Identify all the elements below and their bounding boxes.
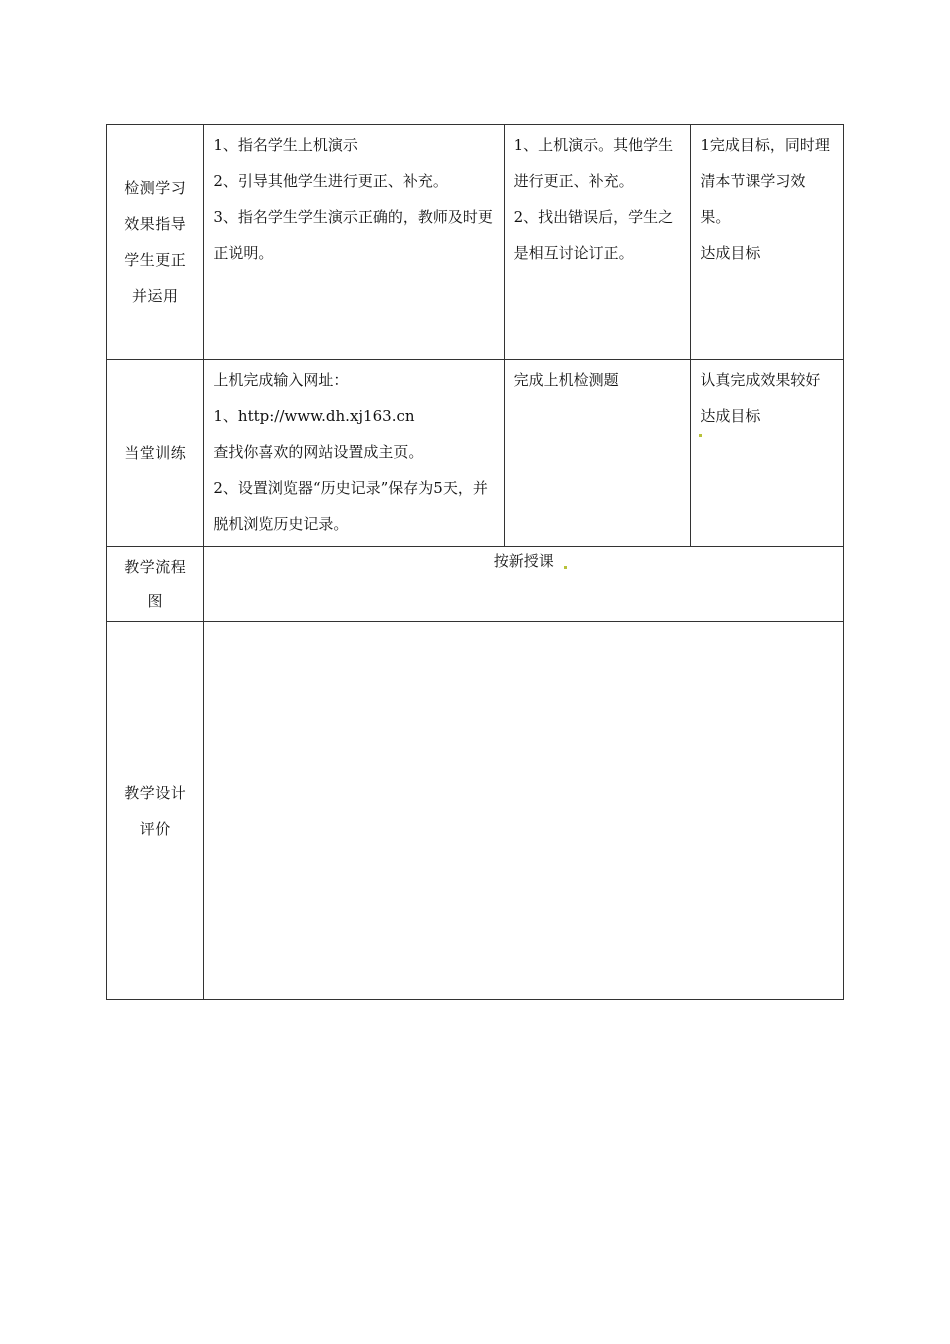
teacher-activity-line: 查找你喜欢的网站设置成主页。 [213,443,424,461]
teacher-activity-cell [204,125,504,360]
url-text: 1、http://www.dh.xj163.cn [213,407,415,425]
table-row [107,622,844,1000]
table-row [107,360,844,547]
row-label-cell [107,125,204,360]
goal-line: 1完成目标，同时理清本节课学习效果。 [700,136,830,226]
row-label: 检测学习效果指导学生更正并运用 [124,179,187,305]
speck-mark [699,434,702,437]
goal-line: 达成目标 [700,244,761,262]
teacher-activity-line: 1、指名学生上机演示 [213,136,358,154]
flowchart-text: 按新授课 [493,552,554,570]
row-label: 教学设计评价 [124,783,187,838]
row-label: 当堂训练 [124,444,187,462]
teacher-activity-cell [204,360,504,547]
teacher-activity-line: 上机完成输入网址： [213,371,349,389]
row-label-cell [107,547,204,622]
evaluation-cell [204,622,844,1000]
teacher-activity-line: 2、设置浏览器“历史记录”保存为5天，并脱机浏览历史记录。 [213,479,488,533]
teacher-activity-line: 2、引导其他学生进行更正、补充。 [213,172,448,190]
row-label-cell [107,360,204,547]
goal-cell [691,125,844,360]
teacher-activity-line: 3、指名学生学生演示正确的，教师及时更正说明。 [213,208,493,262]
table-row [107,547,844,622]
goal-cell [691,360,844,547]
row-label: 教学流程图 [124,558,187,610]
student-activity-cell [504,125,691,360]
speck-mark [564,566,567,569]
student-activity-line: 完成上机检测题 [513,371,619,389]
student-activity-line: 2、找出错误后，学生之是相互讨论订正。 [513,208,674,262]
row-label-cell [107,622,204,1000]
student-activity-line: 1、上机演示。其他学生进行更正、补充。 [513,136,674,190]
table-row [107,125,844,360]
goal-line: 认真完成效果较好达成目标 [700,371,821,425]
lesson-plan-table [106,124,844,1000]
student-activity-cell [504,360,691,547]
flowchart-cell [204,547,844,622]
